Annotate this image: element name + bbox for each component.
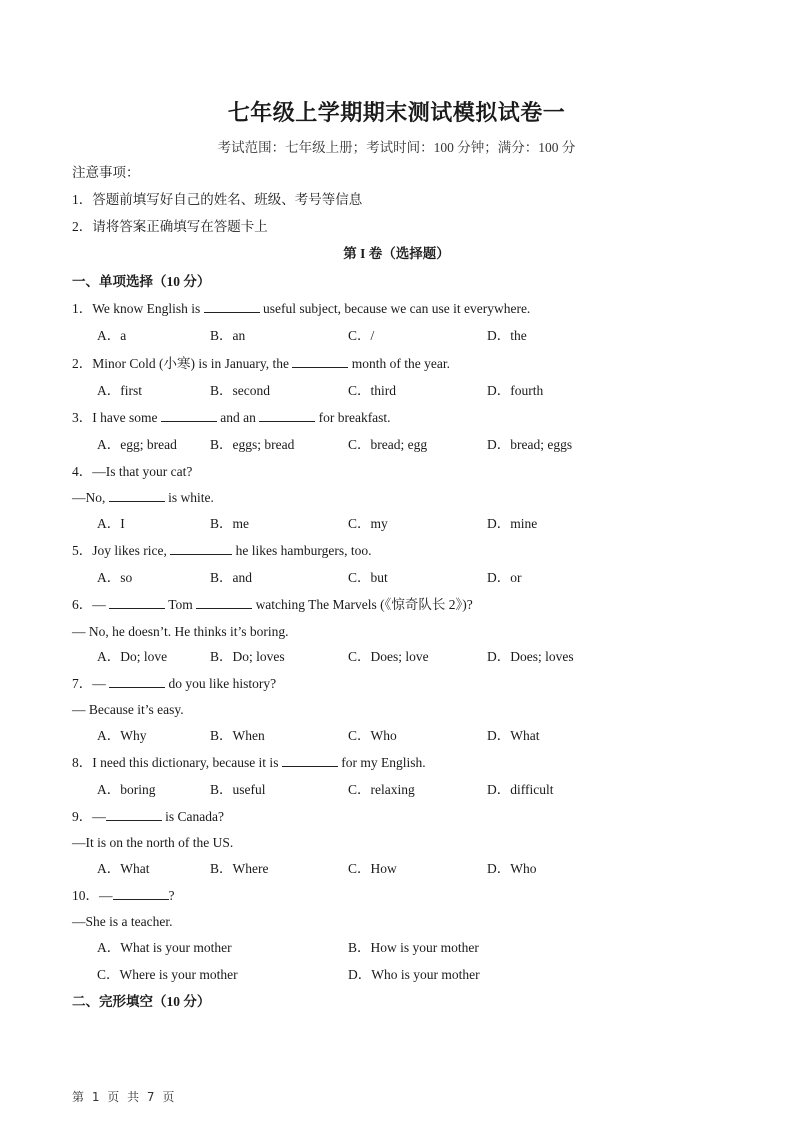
option: A．first — [97, 383, 142, 398]
option: C．third — [348, 383, 397, 398]
option: B．useful — [210, 782, 266, 797]
volume-heading: 第 I 卷（选择题） — [343, 246, 450, 261]
option: A．a — [97, 328, 127, 343]
question-stem: 2．Minor Cold (小寒) is in January, the month of the year. — [72, 356, 450, 371]
section-heading: 一、单项选择（10 分） — [72, 274, 211, 289]
option: D．or — [487, 570, 522, 585]
answer-blank — [170, 542, 232, 555]
option: A．What is your mother — [97, 940, 232, 955]
page-footer: 第 1 页 共 7 页 — [72, 1090, 177, 1104]
option: B．second — [210, 383, 270, 398]
answer-blank — [109, 596, 165, 609]
option: C．but — [348, 570, 388, 585]
section-heading: 二、完形填空（10 分） — [72, 994, 211, 1009]
option: A．I — [97, 516, 125, 531]
answer-blank — [196, 596, 252, 609]
answer-blank — [161, 409, 217, 422]
answer-blank — [106, 808, 162, 821]
option: B．and — [210, 570, 252, 585]
question-stem-reply: —It is on the north of the US. — [72, 835, 234, 850]
option: C．bread; egg — [348, 437, 428, 452]
question-stem: 8．I need this dictionary, because it is for my English. — [72, 755, 426, 770]
question-stem: 3．I have some and an for breakfast. — [72, 410, 391, 425]
answer-blank — [259, 409, 315, 422]
option: B．How is your mother — [348, 940, 479, 955]
option: B．an — [210, 328, 246, 343]
option: D．mine — [487, 516, 538, 531]
option: C．Does; love — [348, 649, 429, 664]
notes-heading: 注意事项： — [72, 165, 140, 180]
option: C．How — [348, 861, 397, 876]
exam-subtitle: 考试范围：七年级上册；考试时间：100 分钟；满分：100 分 — [217, 140, 576, 155]
answer-blank — [204, 300, 260, 313]
option: D．difficult — [487, 782, 554, 797]
question-stem: 1．We know English is useful subject, because we can use it everywhere. — [72, 301, 531, 316]
option: B．Do; loves — [210, 649, 285, 664]
option: C．Where is your mother — [97, 967, 238, 982]
exam-title: 七年级上学期期末测试模拟试卷一 — [227, 100, 566, 126]
question-stem: 7．— do you like history? — [72, 676, 277, 691]
question-stem: 6．— Tom watching The Marvels (《惊奇队长 2》)? — [72, 597, 473, 612]
option: A．Do; love — [97, 649, 168, 664]
option: A．Why — [97, 728, 147, 743]
answer-blank — [282, 754, 338, 767]
option: D．Who — [487, 861, 537, 876]
question-stem: 4．—Is that your cat? — [72, 464, 193, 479]
question-stem: 9．— is Canada? — [72, 809, 224, 824]
option: D．What — [487, 728, 540, 743]
option: B．me — [210, 516, 249, 531]
option: A．boring — [97, 782, 156, 797]
answer-blank — [109, 489, 165, 502]
note-item: 2．请将答案正确填写在答题卡上 — [72, 219, 268, 234]
option: B．When — [210, 728, 265, 743]
option: D．fourth — [487, 383, 544, 398]
option: C．relaxing — [348, 782, 415, 797]
option: A．What — [97, 861, 150, 876]
question-stem-reply: — Because it’s easy. — [72, 702, 184, 717]
option: D．the — [487, 328, 527, 343]
option: D．Does; loves — [487, 649, 574, 664]
question-stem: 5．Joy likes rice, he likes hamburgers, too. — [72, 543, 372, 558]
option: B．eggs; bread — [210, 437, 295, 452]
option: C．/ — [348, 328, 375, 343]
option: D．bread; eggs — [487, 437, 573, 452]
answer-blank — [292, 355, 348, 368]
note-item: 1．答题前填写好自己的姓名、班级、考号等信息 — [72, 192, 363, 207]
option: C．my — [348, 516, 388, 531]
question-stem-reply: —No, is white. — [72, 490, 214, 505]
answer-blank — [113, 887, 169, 900]
option: D．Who is your mother — [348, 967, 480, 982]
answer-blank — [109, 675, 165, 688]
option: B．Where — [210, 861, 269, 876]
option: A．so — [97, 570, 133, 585]
question-stem-reply: —She is a teacher. — [72, 914, 173, 929]
option: C．Who — [348, 728, 397, 743]
question-stem: 10．— ? — [72, 888, 175, 903]
question-stem-reply: — No, he doesn’t. He thinks it’s boring. — [72, 624, 289, 639]
option: A．egg; bread — [97, 437, 177, 452]
